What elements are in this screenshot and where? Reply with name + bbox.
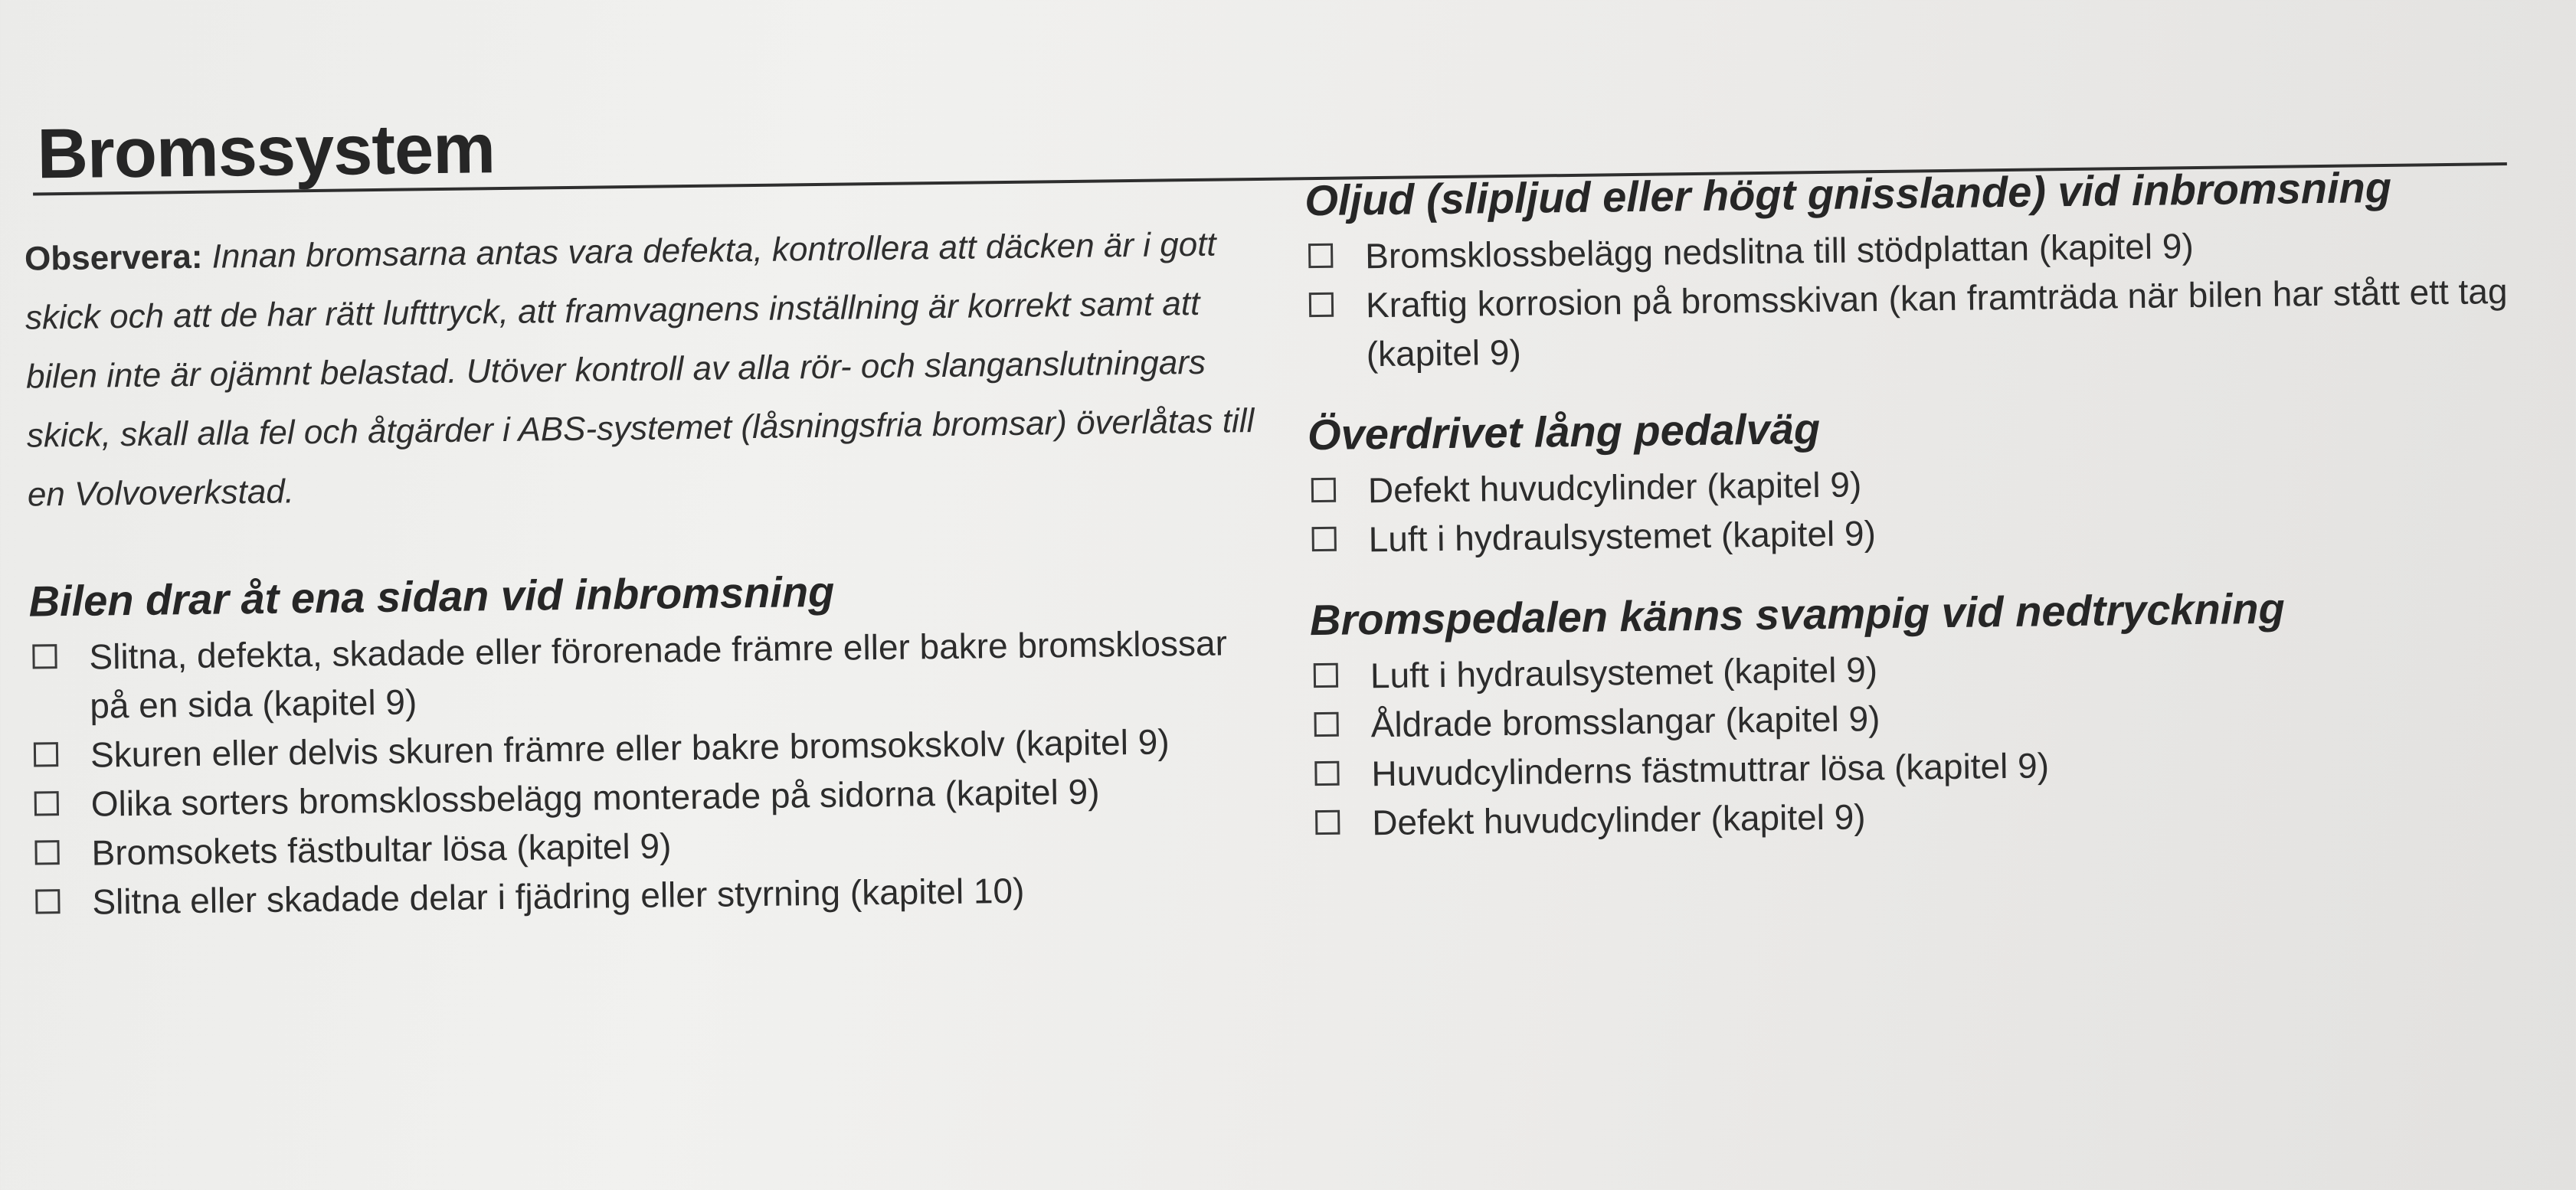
checklist (1308, 451, 2550, 564)
section-heading: Oljud (slipljud eller högt gnisslande) vid inbromsning (1304, 162, 2392, 225)
checklist (1305, 217, 2548, 379)
checklist (1311, 636, 2554, 848)
checkbox-icon (34, 791, 59, 816)
left-column (25, 214, 1274, 958)
note-paragraph (25, 214, 1262, 525)
checkbox-icon (34, 840, 59, 865)
note-text: Innan bromsarna antas vara defekta, kontrollera att däcken är i gott skick och att de har rätt lufttryck, att framvagnens inställning är korrekt samt att bilen inte är ojämnt belastad. Utöver kontroll av alla rör- och slanganslutningars skick, skall alla fel och åtgärder i ABS-systemet (låsningsfria bromsar) överlåtas till en Volvoverkstad. (25, 225, 1255, 514)
section-pulls-to-side (28, 561, 1273, 927)
checklist-item-text: Kraftig korrosion på bromsskivan (kan framträda när bilen har stått ett tag (kapitel 9) (1365, 271, 2508, 374)
checklist-item-text: Bromsokets fästbultar lösa (kapitel 9) (91, 825, 672, 873)
checklist-item-text: Defekt huvudcylinder (kapitel 9) (1367, 464, 1862, 511)
checkbox-icon (1315, 810, 1340, 835)
page-title: Bromssystem (36, 110, 496, 194)
checklist-item-text: Luft i hydraulsystemet (kapitel 9) (1368, 513, 1877, 560)
checkbox-icon (1312, 527, 1337, 551)
section-spongy-pedal (1310, 580, 2554, 848)
checkbox-icon (1314, 761, 1339, 786)
checklist-item-text: Luft i hydraulsystemet (kapitel 9) (1370, 649, 1878, 696)
checklist-item (29, 618, 1271, 731)
checkbox-icon (34, 742, 58, 767)
section-heading: Bilen drar åt ena sidan vid inbromsning (28, 567, 835, 626)
section-heading: Överdrivet lång pedalväg (1307, 404, 1821, 459)
checklist-item-text: Åldrade bromsslangar (kapitel 9) (1370, 698, 1880, 745)
checkbox-icon (1308, 244, 1333, 268)
checklist-item-text: Slitna, defekta, skadade eller förorenade främre eller bakre bromsklossar på en sida (kapitel 9) (89, 623, 1228, 726)
checklist-item-text: Defekt huvudcylinder (kapitel 9) (1371, 796, 1866, 843)
section-heading: Bromspedalen känns svampig vid nedtryckning (1309, 584, 2286, 645)
checkbox-icon (1314, 712, 1338, 737)
checkbox-icon (1314, 663, 1338, 688)
checklist (29, 618, 1274, 927)
checklist-item-text: Skuren eller delvis skuren främre eller bakre bromsokskolv (kapitel 9) (90, 721, 1170, 775)
checkbox-icon (1311, 478, 1336, 502)
checklist-item-text: Slitna eller skadade delar i fjädring eller styrning (kapitel 10) (92, 870, 1025, 922)
note-label: Observera: (24, 237, 203, 278)
section-long-pedal-travel (1308, 394, 2550, 564)
checklist-item (1306, 266, 2548, 379)
checkbox-icon (1309, 293, 1334, 317)
checklist-item-text: Olika sorters bromsklossbelägg monterade på sidorna (kapitel 9) (90, 771, 1100, 824)
checklist-item-text: Bromsklossbelägg nedslitna till stödplattan (kapitel 9) (1364, 226, 2195, 276)
checkbox-icon (32, 644, 57, 669)
checklist-item-text: Huvudcylinderns fästmuttrar lösa (kapitel 9) (1371, 745, 2050, 794)
checkbox-icon (35, 889, 60, 914)
section-noise-when-braking (1304, 160, 2548, 379)
right-column (1304, 160, 2554, 878)
